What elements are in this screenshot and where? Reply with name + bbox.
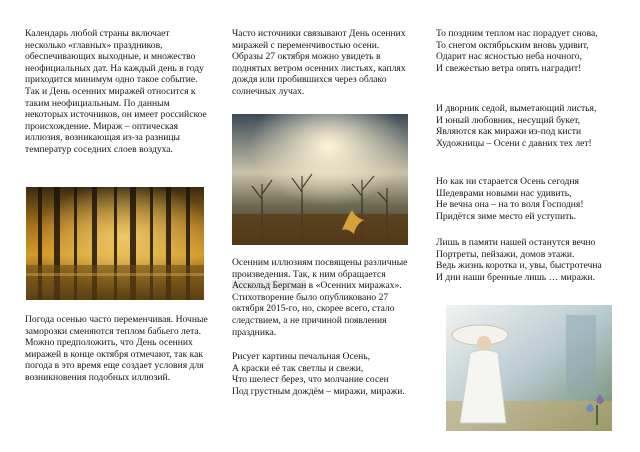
works-paragraph bbox=[232, 257, 408, 338]
poem-stanza-5: Лишь в памяти нашей останутся вечно Портреты, пейзажи, домов этажи. Ведь жизнь коротка и, увы, быстротечна И дни наши бренные лишь … миражи. bbox=[436, 237, 602, 283]
weather-paragraph: Погода осенью часто переменчивая. Ночные заморозки сменяются теплом бабьего лета. Можно предположить, что День осенних миражей в конце октября отмечают, так как погода в это время еще создает условия для возникновения подобных иллюзий. bbox=[25, 314, 208, 383]
lady-painting-photo bbox=[446, 305, 612, 431]
works-text-after: в «Осенних миражах». Стихотворение было опубликовано 27 октября 2015-го, но, скорее всего, стало следствием, а не причиной появления праздника. bbox=[232, 280, 402, 338]
poem-stanza-1: Рисует картины печальная Осень, А краски её так светлы и свежи, Что шелест берез, что молчание сосен Под грустным дождём – миражи, миражи. bbox=[232, 351, 405, 397]
intro-paragraph: Календарь любой страны включает несколько «главных» праздников, обеспечивающих выходные, и множество неофициальных дат. На каждый день в году приходится минимум одно такое событие. Так и День осенних миражей относится к таким неофициальным. По данным некоторых источников, он имеет российское происхождение. Мираж – оптическая иллюзия, возникающая из-за разницы температур соседних слоев воздуха. bbox=[25, 28, 207, 155]
poem-stanza-3: И дворник седой, выметающий листья, И юный любовник, несущий букет, Являются как миражи из-под кисти Художницы – Осени с давних тех лет! bbox=[436, 103, 597, 149]
source-paragraph: Часто источники связывают День осенних миражей с переменчивостью осени. Образы 27 октября можно увидеть в поднятых ветром осенних листьях, каплях дождя или пробившихся через облако солнечных лучах. bbox=[232, 28, 406, 97]
poem-stanza-4: Но как ни старается Осень сегодня Шедеврами новыми нас удивить, Не вечна она – на то воля Господня! Придётся зиме место ей уступить. bbox=[436, 176, 584, 222]
works-text-before: Осенним иллюзиям посвящены различные произведения. Так, к ним обращается bbox=[232, 257, 408, 280]
autumn-sunrays-photo bbox=[232, 114, 408, 245]
autumn-forest-photo bbox=[26, 187, 204, 300]
poem-stanza-2: То поздним теплом нас порадует снова, То снегом октябрьским вновь удивит, Одарит нас ясностью неба ночного, И свежестью ветра опять наградит! bbox=[436, 28, 598, 74]
author-name: Асскольд Бергман bbox=[232, 280, 307, 292]
